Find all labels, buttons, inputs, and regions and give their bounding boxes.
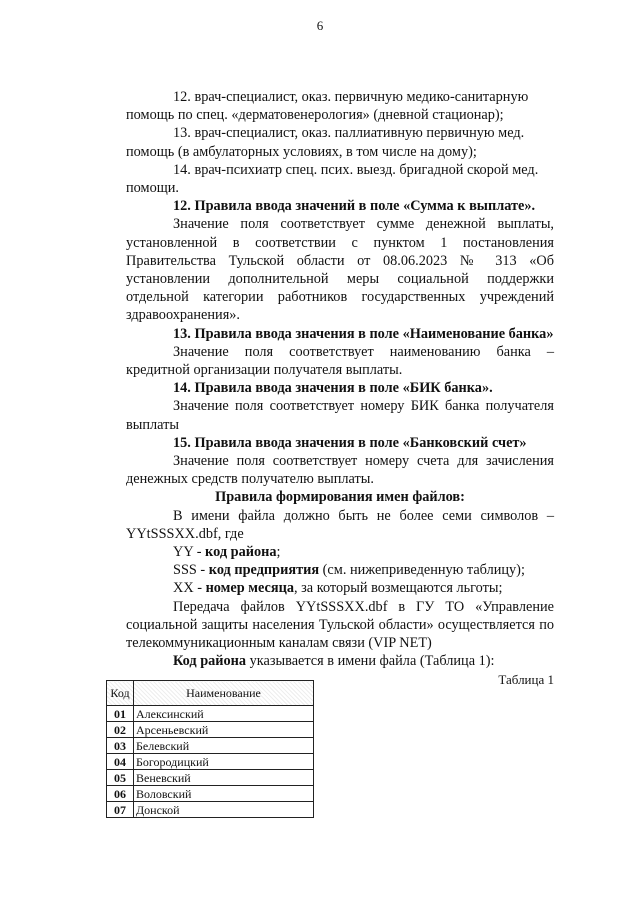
district-code-line: [126, 652, 554, 670]
yy-rest: ;: [276, 544, 281, 561]
files-heading: Правила формирования имен файлов:: [215, 489, 465, 506]
row-code: 04: [107, 754, 134, 770]
sss-label: код предприятия: [208, 562, 320, 579]
section-15-text: Значение поля соответствует номеру счета для зачисления денежных средств получателю выплаты.: [126, 453, 554, 488]
sss-code: SSS -: [173, 562, 209, 579]
xx-definition: [126, 579, 554, 597]
row-name: Алексинский: [134, 706, 314, 722]
row-name: Богородицкий: [134, 754, 314, 770]
yy-code: YY -: [173, 544, 206, 561]
table-row: [107, 786, 314, 802]
files-intro: В имени файла должно быть не более семи символов – YYtSSSXX.dbf, где: [126, 507, 554, 542]
table-row: [107, 722, 314, 738]
yy-label: код района: [205, 544, 277, 561]
row-name: Веневский: [134, 770, 314, 786]
xx-rest: , за который возмещаются льготы;: [294, 580, 503, 597]
table-header-row: [107, 681, 314, 706]
transfer-text: Передача файлов YYtSSSXX.dbf в ГУ ТО «Управление социальной защиты населения Тульской области» осуществляется по телекоммуникационным каналам связи (VIP NET): [126, 598, 554, 652]
section-14-heading: 14. Правила ввода значения в поле «БИК банка».: [173, 380, 493, 397]
sss-definition: [126, 561, 554, 579]
district-code-rest: указывается в имени файла (Таблица 1):: [246, 653, 495, 670]
list-item-12-line2: помощь по спец. «дерматовенерология» (дневной стационар);: [126, 107, 504, 124]
row-code: 05: [107, 770, 134, 786]
table-row: [107, 754, 314, 770]
row-code: 03: [107, 738, 134, 754]
yy-definition: [126, 543, 554, 561]
page-number: 6: [316, 18, 324, 33]
table-row: [107, 770, 314, 786]
row-name: Донской: [134, 802, 314, 818]
row-code: 01: [107, 706, 134, 722]
row-name: Белевский: [134, 738, 314, 754]
section-12-text: Значение поля соответствует сумме денежной выплаты, установленной в соответствии с пунктом 1 постановления Правительства Тульской области от 08.06.2023 № 313 «Об установлении дополнительной меры социальной поддержки отдельной категории работников государственных учреждений здравоохранения».: [126, 216, 554, 324]
table-row: [107, 802, 314, 818]
section-13-heading: 13. Правила ввода значения в поле «Наименование банка»: [173, 325, 554, 342]
district-codes-table: [106, 680, 314, 818]
district-code-label: Код района: [173, 653, 247, 670]
xx-code: XX -: [173, 580, 206, 597]
section-14-text: Значение поля соответствует номеру БИК банка получателя выплаты: [126, 398, 554, 433]
document-body: [126, 88, 554, 688]
sss-rest: (см. нижеприведенную таблицу);: [319, 562, 525, 579]
row-name: Арсеньевский: [134, 722, 314, 738]
table-row: [107, 706, 314, 722]
header-name: Наименование: [134, 681, 314, 706]
table-caption: Таблица 1: [498, 671, 554, 687]
list-item-12-line1: 12. врач-специалист, оказ. первичную медико-санитарную: [173, 89, 529, 105]
row-code: 02: [107, 722, 134, 738]
table-row: [107, 738, 314, 754]
row-code: 06: [107, 786, 134, 802]
row-code: 07: [107, 802, 134, 818]
list-item-13-line2: помощь (в амбулаторных условиях, в том числе на дому);: [126, 143, 477, 160]
list-item-14-line2: помощи.: [126, 180, 179, 197]
list-item-13-line1: 13. врач-специалист, оказ. паллиативную первичную мед.: [173, 125, 525, 142]
row-name: Воловский: [134, 786, 314, 802]
header-code: Код: [107, 681, 134, 706]
section-13-text: Значение поля соответствует наименованию банка – кредитной организации получателя выплаты.: [126, 343, 554, 379]
xx-label: номер месяца: [205, 580, 295, 597]
section-12-heading: 12. Правила ввода значений в поле «Сумма к выплате».: [173, 198, 536, 215]
section-15-heading: 15. Правила ввода значения в поле «Банковский счет»: [173, 434, 527, 451]
list-item-14-line1: 14. врач-психиатр спец. псих. выезд. бригадной скорой мед.: [173, 161, 539, 178]
